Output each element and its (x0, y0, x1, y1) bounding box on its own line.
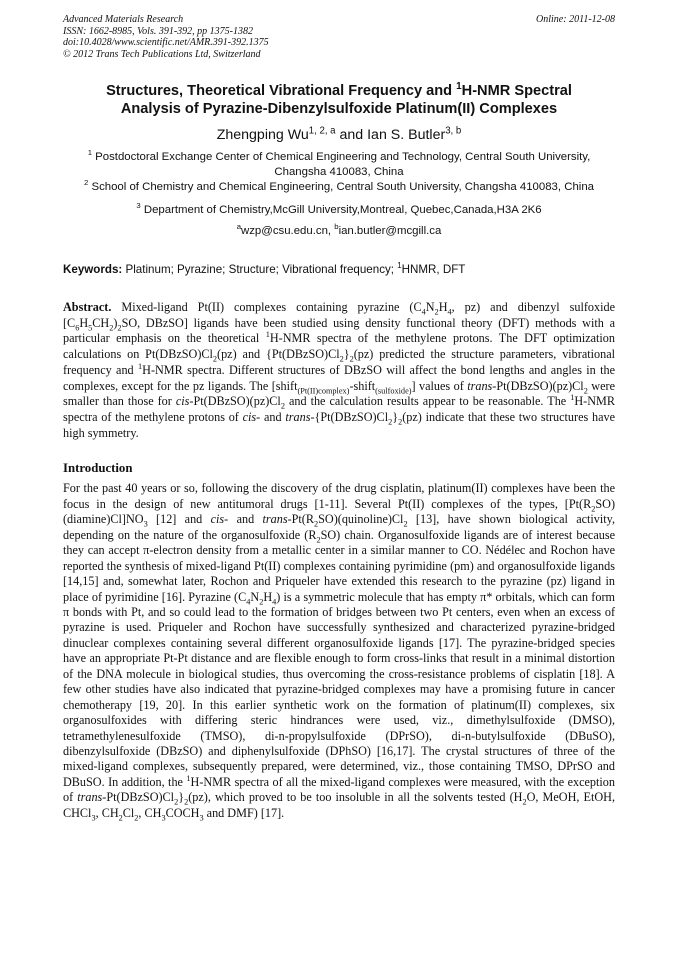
email-2[interactable]: ian.butler@mcgill.ca (338, 225, 442, 237)
abstract-paragraph: Abstract. Mixed-ligand Pt(II) complexes containing pyrazine ($C_4N_2H_4$, pz) and dibenzyl sulfoxide $[C_6H_5CH_2)_2SO$, DBzSO] ligands have been studied using density functional theory (DFT) methods with a particular emphasis on the theoretical $^1$H-NMR spectra of the methylene protons. The DFT optimization calculations on $Pt(DBzSO)Cl_2(pz)$ and $\{Pt(DBzSO)Cl_2\}_2(pz)$ predicted the structure parameters, vibrational frequency and $^1$H-NMR spectra. Different structures of DBzSO will affect the bond lengths and angles in the complexes, except for the pz ligands. The [shift$_{(Pt(II)complex)}$-shift$_{(sulfoxide)}$] values of trans-$Pt(DBzSO)(pz)Cl_2$ were smaller than those for cis-$Pt(DBzSO)(pz)Cl_2$ and the calculation results appear to be reasonable. The $^1$H-NMR spectra of the methylene protons of cis- and trans-$\{Pt(DBzSO)Cl_2\}_2(pz)$ indicate that these two structures have high symmetry. (63, 300, 615, 440)
copyright-line: © 2012 Trans Tech Publications Ltd, Switzerland (63, 48, 261, 60)
issn-line: ISSN: 1662-8985, Vols. 391-392, pp 1375-1382 (63, 25, 253, 37)
journal-header (63, 14, 615, 60)
author-2: Ian S. Butler (367, 127, 446, 143)
author-1: Zhengping Wu (216, 127, 309, 143)
doi-line[interactable]: doi:10.4028/www.scientific.net/AMR.391-392.1375 (63, 37, 269, 48)
keywords: Keywords: Platinum; Pyrazine; Structure; Vibrational frequency; $^1$HNMR, DFT (63, 261, 466, 276)
abstract-label: Abstract. (63, 300, 112, 314)
introduction-heading: Introduction (63, 461, 133, 476)
keywords-label: Keywords: (63, 263, 123, 276)
affiliation-3: $^3$ Department of Chemistry,McGill University,Montreal, Quebec,Canada,H3A 2K6 (136, 201, 542, 216)
title-line-2: Analysis of Pyrazine-Dibenzylsulfoxide Platinum(II) Complexes (120, 101, 558, 117)
title-line-1: Structures, Theoretical Vibrational Frequency and $^1$H-NMR Spectral (106, 81, 572, 99)
paper-title (63, 82, 615, 118)
online-date: Online: 2011-12-08 (536, 14, 615, 25)
affiliation-1: $^1$ Postdoctoral Exchange Center of Chemical Engineering and Technology, Central South University, Changsha 410083, China (87, 148, 591, 178)
affiliation-2: $^2$ School of Chemistry and Chemical Engineering, Central South University, Changsha 410083, China (83, 178, 594, 193)
email-1[interactable]: wzp@csu.edu.cn, (241, 225, 335, 237)
journal-name: Advanced Materials Research (63, 14, 184, 25)
introduction-paragraph: For the past 40 years or so, following the discovery of the drug cisplatin, platinum(II) complexes have been the focus in the design of new antitumoral drugs [1-11]. Several Pt(II) complexes of the types, $[Pt(R_2SO)(diamine)Cl]NO_3$ [12] and cis- and trans-$Pt(R_2SO)(quinoline)Cl_2$ [13], have shown biological activity, depending on the nature of the organosulfoxide $(R_2SO)$ chain. Organosulfoxide ligands are of interest because they can accept π-electron density from a metallic center in a similar manner to CO. Nédélec and Rochon have reported the synthesis of mixed-ligand Pt(II) complexes containing pyrimidine (pm) and organosulfoxide ligands [14,15] and, somewhat later, Rochon and Priqueler have extended this research to the pyrazine (pz) ligand in place of pyrimidine [16]. Pyrazine $(C_4N_2H_4)$ is a symmetric molecule that has empty π* orbitals, which can form π bonds with Pt, and so could lead to the formation of bridges between two Pt centers, even when an excess of pyrazine is used. Priqueler and Rochon have successfully synthesized and characterized pyrazine-bridged dinuclear complexes containing several different organosulfoxide ligands [17]. The pyrazine-bridged species have an appropriate Pt-Pt distance and are flexible enough to form cross-links that result in a minimal distortion of the DNA molecule in biological studies, thus overcoming the cross-resistance problems of cisplatin [18]. A few other studies have also indicated that pyrazine-bridged complexes may have a promising future in cancer chemotherapy [19, 20]. In this earlier synthetic work on the formation of platinum(II) complexes, six organosulfoxides with differing steric hindrances were used, viz., dimethylsulfoxide (DMSO), tetramethylenesulfoxide (TMSO), di-n-propylsulfoxide (DPrSO), di-n-butylsulfoxide (DBuSO), dibenzylsulfoxide (DBzSO) and diphenylsulfoxide (DPhSO) [16,17]. The crystal structures of three of the mixed-ligand complexes, subsequently prepared, were determined, viz., those containing TMSO, DPrSO and DBuSO. In addition, the $^1$H-NMR spectra of all the mixed-ligand complexes were measured, with the exception of trans-$Pt(DBzSO)Cl_2\}_2(pz)$, which proved to be too insoluble in all the solvents tested ($H_2O$, MeOH, EtOH, CHCl$_3$, $CH_2Cl_2$, $CH_3COCH_3$ and DMF) [17]. (63, 481, 616, 823)
author-list: Zhengping Wu$^{1, 2, a}$ and Ian S. Butler$^{3, b}$ (216, 125, 462, 143)
author-emails: $^a$wzp@csu.edu.cn, $^b$ian.butler@mcgill.ca (236, 222, 442, 237)
